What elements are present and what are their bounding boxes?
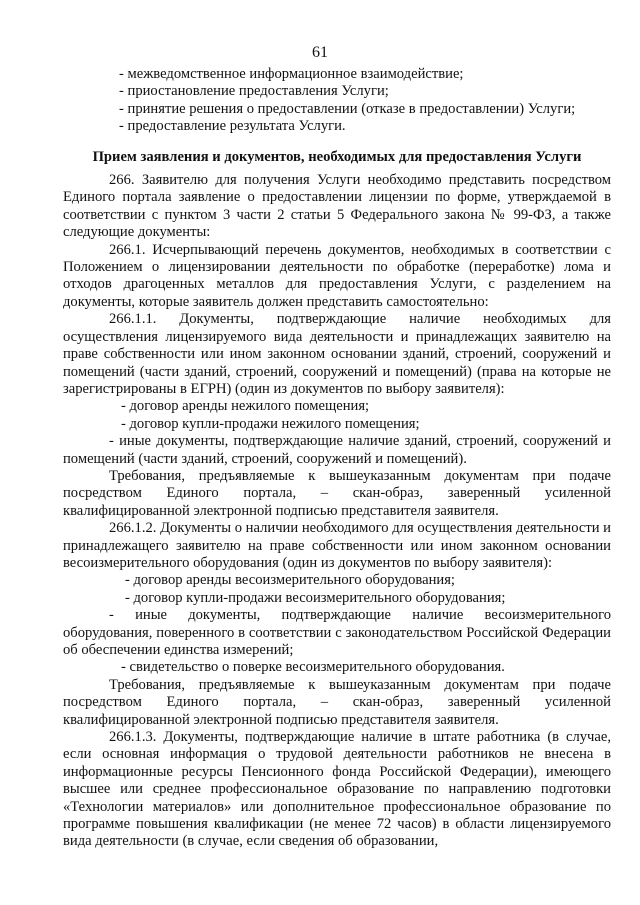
paragraph-266-1-1: 266.1.1. Документы, подтверждающие наличие необходимых для осуществления лицензируемого вида деятельности и принадлежащих заявителю на праве собственности или ином законном основании зданий, строений, сооружений и помещений (части зданий, строений, сооружений и помещений) (права на которые не зарегистрированы в ЕГРН) (один из документов по выбору заявителя): xyxy=(63,311,611,397)
paragraph-266-1-2: 266.1.2. Документы о наличии необходимого для осуществления деятельности и принадлежащего заявителю на праве собственности или ином законном основании весоизмерительного оборудования (один из документов по выбору заявителя): xyxy=(63,520,611,571)
list-item: - принятие решения о предоставлении (отказе в предоставлении) Услуги; xyxy=(119,100,576,117)
document-body xyxy=(63,66,611,851)
paragraph-266: 266. Заявителю для получения Услуги необходимо представить посредством Единого портала заявление о предоставлении лицензии по форме, утверждаемой в соответствии с пунктом 3 части 2 статьи 5 Федерального закона № 99-ФЗ, а также следующие документы: xyxy=(63,172,611,241)
requirements-paragraph: Требования, предъявляемые к вышеуказанным документам при подаче посредством Единого портала, – скан-образ, заверенный усиленной квалифицированной электронной подписью представителя заявителя. xyxy=(63,467,611,519)
list-item: - предоставление результата Услуги. xyxy=(119,118,346,135)
list-item-certificate: - свидетельство о поверке весоизмерительного оборудования. xyxy=(121,659,505,676)
list-item-other-documents: - иные документы, подтверждающие наличие весоизмерительного оборудования, поверенного в соответствии с законодательством Российской Федерации об обеспечении единства измерений; xyxy=(63,607,611,658)
list-item: - приостановление предоставления Услуги; xyxy=(119,83,389,100)
list-item: - межведомственное информационное взаимодействие; xyxy=(119,66,464,82)
paragraph-266-1: 266.1. Исчерпывающий перечень документов, необходимых в соответствии с Положением о лицензировании деятельности по обработке (переработке) лома и отходов драгоценных металлов для предоставления Услуги, с разделением на документы, которые заявитель должен представить самостоятельно: xyxy=(63,241,611,310)
requirements-paragraph: Требования, предъявляемые к вышеуказанным документам при подаче посредством Единого портала, – скан-образ, заверенный усиленной квалифицированной электронной подписью представителя заявителя. xyxy=(63,676,611,728)
page-number: 61 xyxy=(312,44,328,61)
list-item: - договор аренды весоизмерительного оборудования; xyxy=(125,572,455,589)
list-item: - договор купли-продажи нежилого помещения; xyxy=(121,415,420,432)
list-item-other-documents: - иные документы, подтверждающие наличие зданий, строений, сооружений и помещений (части зданий, строений, сооружений и помещений). xyxy=(63,433,611,467)
list-item: - договор купли-продажи весоизмерительного оборудования; xyxy=(125,589,506,606)
list-item: - договор аренды нежилого помещения; xyxy=(121,398,370,415)
paragraph-266-1-3: 266.1.3. Документы, подтверждающие наличие в штате работника (в случае, если основная информация о трудовой деятельности работников не внесена в информационные ресурсы Пенсионного фонда Российской Федерации), имеющего высшее или среднее профессиональное образование по направлению подготовки «Технологии материалов» или дополнительное профессиональное образование по программе повышения квалификации (не менее 72 часов) в области лицензируемого вида деятельности (в случае, если сведения об образовании, xyxy=(63,729,611,850)
section-heading: Прием заявления и документов, необходимых для предоставления Услуги xyxy=(92,148,582,165)
